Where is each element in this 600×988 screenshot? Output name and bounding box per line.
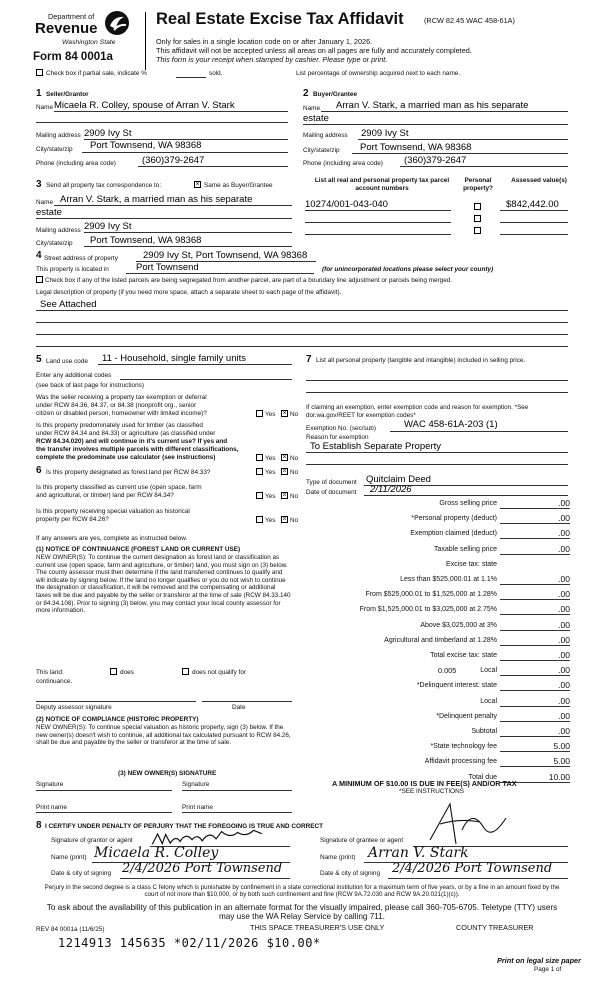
buyer-name-label: Name — [303, 105, 321, 112]
grantee-name-print[interactable]: Arran V. Stark — [368, 845, 469, 861]
buyer-phone[interactable]: (360)379-2647 — [404, 155, 467, 166]
owner-signature-label-2: Signature — [182, 781, 210, 788]
header-note-3: This form is your receipt when stamped by cashier. Please type or print. — [156, 55, 388, 64]
grantor-date-place-label: Date & city of signing — [51, 870, 112, 877]
land-use-code[interactable]: 11 - Household, single family units — [102, 353, 246, 364]
correspondence-name-line1[interactable]: Arran V. Stark, a married man as his separate — [60, 194, 253, 205]
header-note-2: This affidavit will not be accepted unless all areas on all pages are fully and accurately completed. — [156, 46, 472, 55]
continuance-label: continuance. — [36, 678, 73, 685]
q-forest-yes-label: Yes — [265, 469, 276, 476]
tax-row-value[interactable]: .00 — [558, 604, 570, 615]
seller-city[interactable]: Port Townsend, WA 98368 — [90, 140, 202, 151]
local-rate: 0.005 — [438, 666, 457, 675]
grantee-date-place-label: Date & city of signing — [320, 870, 381, 877]
grantee-signature-label: Signature of grantee or agent — [320, 837, 404, 844]
tax-row-label: Local — [480, 667, 497, 675]
correspondence-heading-num: 3 — [36, 179, 42, 190]
seller-address-label: Mailing address — [36, 132, 81, 139]
tax-row-value[interactable]: .00 — [558, 619, 570, 630]
correspondence-heading: Send all property tax correspondence to: — [46, 182, 162, 189]
tax-row-value[interactable]: .00 — [558, 650, 570, 660]
buyer-address[interactable]: 2909 Ivy St — [361, 128, 409, 139]
buyer-heading: Buyer/Grantee — [313, 91, 358, 98]
buyer-name-line2[interactable]: estate — [303, 113, 329, 124]
q-timber-yes-checkbox[interactable] — [256, 454, 263, 461]
correspondence-city[interactable]: Port Townsend, WA 98368 — [90, 235, 202, 246]
located-in-label: This property is located in — [36, 266, 109, 273]
section7-num: 7 — [306, 354, 312, 365]
owner-print-name-label-1: Print name — [36, 804, 67, 811]
seller-heading-num: 1 — [36, 88, 42, 99]
additional-codes-label: Enter any additional codes — [36, 372, 112, 379]
land-does-not-checkbox[interactable] — [182, 668, 189, 675]
tax-row-label: Subtotal — [471, 728, 497, 735]
new-owner-signature-title: (3) NEW OWNER(S) SIGNATURE — [118, 770, 217, 777]
same-as-buyer-checkbox[interactable]: × — [195, 181, 200, 188]
seller-name[interactable]: Micaela R. Colley, spouse of Arran V. Stark — [54, 100, 235, 111]
deputy-date-label: Date — [232, 704, 246, 711]
notice-compliance-title: (2) NOTICE OF COMPLIANCE (HISTORIC PROPERTY) — [36, 716, 199, 723]
ownership-note: List percentage of ownership acquired next to each name. — [296, 70, 461, 77]
q-historic-no-checkbox[interactable]: × — [282, 516, 287, 523]
tax-row-value[interactable]: 5.00 — [553, 741, 570, 752]
land-does-checkbox[interactable] — [110, 668, 117, 675]
notice-continuance-title: (1) NOTICE OF CONTINUANCE (FOREST LAND OR CURRENT USE) — [36, 546, 241, 553]
seller-address[interactable]: 2909 Ivy St — [84, 128, 132, 139]
tax-row-label: From $525,000.01 to $1,525,000 at 1.28% — [365, 591, 497, 599]
q-historic-yes-checkbox[interactable] — [256, 516, 263, 523]
tax-row-label: From $1,525,000.01 to $3,025,000 at 2.75% — [359, 606, 497, 614]
grantee-name-print-label: Name (print) — [320, 854, 356, 861]
tax-row-value[interactable]: .00 — [558, 695, 570, 706]
exemption-number-label: Exemption No. (sec/sub) — [306, 425, 376, 432]
q-current-use-yes-label: Yes — [265, 493, 276, 500]
certify-statement: I CERTIFY UNDER PENALTY OF PERJURY THAT THE FOREGOING IS TRUE AND CORRECT — [45, 823, 324, 830]
form-rcw: (RCW 82.45 WAC 458-61A) — [424, 16, 515, 25]
same-as-buyer-label: Same as Buyer/Grantee — [204, 182, 273, 189]
partial-sale-sold: sold. — [209, 70, 223, 77]
doc-date-label: Date of document — [306, 489, 357, 496]
rev-number: REV 84 0001a (11/6/25) — [36, 926, 105, 933]
minimum-due-note: A MINIMUM OF $10.00 IS DUE IN FEE(S) AND/OR TAX — [332, 779, 517, 788]
buyer-name-line1[interactable]: Arran V. Stark, a married man as his separate — [336, 100, 529, 111]
land-does-not-label: does not qualify for — [192, 669, 246, 676]
tax-row-value[interactable]: .00 — [558, 665, 570, 676]
buyer-city-label: City/state/zip — [303, 147, 340, 154]
seller-name-label: Name — [36, 104, 54, 111]
legal-description-label: Legal description of property (if you need more space, attach a separate sheet to each page of the affidavit). — [36, 289, 342, 296]
seller-phone-label: Phone (including area code) — [36, 160, 116, 167]
parcel-col-header: List all real and personal property tax parcel account numbers — [314, 177, 450, 192]
buyer-address-label: Mailing address — [303, 132, 348, 139]
located-in[interactable]: Port Townsend — [136, 262, 199, 273]
tax-row-label: *Personal property (deduct) — [411, 515, 497, 523]
personal-property-checkbox-2[interactable] — [474, 215, 481, 222]
q-current-use-yes-checkbox[interactable] — [256, 492, 263, 499]
tax-row-label: Local — [480, 697, 497, 705]
deputy-assessor-label: Deputy assessor signature — [36, 704, 112, 711]
parcel-account-number[interactable]: 10274/001-043-040 — [305, 199, 388, 210]
q-historic-1: Is this property receiving special valuation as historical — [36, 508, 190, 515]
agency-name: Revenue — [35, 20, 98, 37]
partial-sale-checkbox[interactable] — [36, 69, 43, 76]
form-number: Form 84 0001a — [33, 51, 113, 63]
location-heading-num: 4 — [36, 250, 42, 261]
personal-property-checkbox-1[interactable] — [474, 203, 481, 210]
q-exemption-yes-label: Yes — [265, 411, 276, 418]
seller-phone[interactable]: (360)379-2647 — [142, 155, 205, 166]
q-timber-no-label: No — [290, 455, 299, 462]
correspondence-address[interactable]: 2909 Ivy St — [84, 221, 132, 232]
owner-signature-label-1: Signature — [36, 781, 64, 788]
q-timber-1: Is this property predominately used for timber (as classified — [36, 422, 203, 429]
q-current-use-2: and agricultural, or timber) land per RCW 84.34? — [36, 492, 174, 499]
tax-row-label: Agricultural and timberland at 1.28% — [384, 636, 497, 644]
buyer-city[interactable]: Port Townsend, WA 98368 — [360, 142, 472, 153]
partial-sale-label: Check box if partial sale, indicate % — [46, 70, 147, 77]
land-does-label: does — [120, 669, 134, 676]
tax-row-label: Total excise tax: state — [430, 652, 497, 659]
q-timber-no-checkbox[interactable]: × — [282, 454, 287, 461]
q-timber-4: the transfer involves multiple parcels with different classifications, — [36, 446, 239, 453]
agency-state: Washington State — [62, 39, 116, 46]
tax-row-label: Gross selling price — [439, 500, 497, 507]
doc-type-label: Type of document — [306, 479, 357, 486]
section7-heading: List all personal property (tangible and intangible) included in selling price. — [316, 357, 526, 364]
notice-compliance-body: NEW OWNER(S): To continue special valuation as historic property, sign (3) below. If the new owner(s) doesn't wish to continue, all additional tax calculated pursuant to RCW 84.26, shall be due and payable by the seller or transferor at the time of sale. — [36, 724, 291, 747]
grantor-signature-label: Signature of grantor or agent — [51, 837, 133, 844]
tax-row-label: *Delinquent interest: state — [416, 682, 497, 690]
q-timber-3: RCW 84.34.020) and will continue in it's current use? If yes and — [36, 438, 228, 445]
owner-print-name-label-2: Print name — [182, 804, 213, 811]
assessed-value[interactable]: $842,442.00 — [506, 199, 559, 210]
county-treasurer: COUNTY TREASURER — [456, 923, 534, 932]
correspondence-address-label: Mailing address — [36, 227, 81, 234]
tax-row-value[interactable]: 10.00 — [548, 771, 570, 782]
tax-row-label: Excise tax: state — [446, 560, 497, 568]
reason-for-exemption[interactable]: To Establish Separate Property — [310, 441, 441, 452]
header-note-1: Only for sales in a single location code on or after January 1, 2026. — [156, 37, 373, 46]
correspondence-name-label: Name — [36, 199, 54, 206]
street-address[interactable]: 2909 Ivy St, Port Townsend, WA 98368 — [143, 250, 308, 261]
street-label: Street address of property — [44, 255, 118, 262]
q-forest: Is this property designated as forest land per RCW 84.33? — [46, 469, 211, 476]
seller-heading: Seller/Grantor — [46, 91, 89, 98]
q-current-use-1: Is this property classified as current use (open space, farm — [36, 484, 202, 491]
q-forest-no-checkbox[interactable]: × — [282, 468, 287, 475]
tax-row-value[interactable]: .00 — [558, 680, 570, 691]
tax-row-value[interactable]: .00 — [558, 498, 570, 508]
tax-row-value[interactable]: .00 — [558, 528, 570, 539]
assessed-value-col-header: Assessed value(s) — [511, 177, 567, 184]
agency-top: Department of — [48, 12, 95, 21]
tax-row-value[interactable]: .00 — [558, 710, 570, 721]
q-historic-2: property per RCW 84.26? — [36, 516, 109, 523]
q-exemption-3: citizen or disabled person, homeowner with limited income)? — [36, 410, 207, 417]
grantor-name-print-label: Name (print) — [51, 854, 87, 861]
tax-row-label: Less than $525,000.01 at 1.1% — [400, 576, 497, 583]
if-any-yes-note: If any answers are yes, complete as instructed below. — [36, 535, 188, 542]
personal-property-checkbox-3[interactable] — [474, 227, 481, 234]
q-current-use-no-label: No — [290, 493, 299, 500]
header-divider — [145, 12, 146, 70]
buyer-heading-num: 2 — [303, 88, 309, 99]
tax-row-label: Above $3,025,000 at 3% — [420, 621, 497, 629]
q-historic-no-label: No — [290, 517, 299, 524]
section8-num: 8 — [36, 820, 42, 831]
grantee-date-place[interactable]: 2/4/2026 Port Townsend — [392, 861, 553, 876]
tax-row-label: Total due — [468, 773, 497, 781]
personal-property-col-header: Personal property? — [463, 177, 493, 192]
grantor-name-print[interactable]: Micaela R. Colley — [94, 845, 219, 861]
claim-exemption-label: If claiming an exemption, enter exemption code and reason for exemption. *See dor.wa.gov/REET for exemption codes* — [306, 404, 529, 419]
q-exemption-no-checkbox[interactable]: × — [282, 410, 287, 417]
correspondence-name-line2[interactable]: estate — [36, 207, 62, 218]
unincorporated-note: (for unincorporated locations please select your county) — [322, 266, 494, 273]
tax-row-value[interactable]: .00 — [558, 543, 570, 554]
tax-row-value[interactable]: .00 — [558, 589, 570, 600]
tax-row-value[interactable]: .00 — [558, 726, 570, 736]
q-historic-yes-label: Yes — [265, 517, 276, 524]
tax-row-label: Taxable selling price — [433, 545, 497, 553]
segregate-checkbox[interactable] — [36, 276, 43, 283]
see-instructions-note: *SEE INSTRUCTIONS — [399, 788, 464, 795]
form-title: Real Estate Excise Tax Affidavit — [156, 10, 404, 28]
reason-exemption-label: Reason for exemption — [306, 434, 369, 441]
this-land-label: This land: — [36, 669, 64, 676]
land-use-label: Land use code — [46, 358, 88, 365]
q-timber-yes-label: Yes — [265, 455, 276, 462]
q-exemption-yes-checkbox[interactable] — [256, 410, 263, 417]
section5-num: 5 — [36, 354, 42, 365]
tax-row-label: *State technology fee — [430, 743, 497, 751]
tax-row-value[interactable]: .00 — [558, 634, 570, 645]
segregate-label: Check box if any of the listed parcels are being segregated from another parcel, are part of a boundary line adjustment or parcels being merged. — [45, 277, 453, 284]
tax-row-label: Exemption claimed (deduct) — [410, 530, 497, 538]
document-type[interactable]: Quitclaim Deed — [366, 474, 431, 485]
tax-row-value[interactable]: .00 — [558, 513, 570, 524]
notice-continuance-body: NEW OWNER(S): To continue the current designation as forest land or classification as current use (open space, farm and agriculture, or timber) land, you must sign on (3) below. The county assessor must then determine if the land transferred continues to qualify and will indicate by signing below. If the land no longer qualifies or you do not wish to continue the designation or classification, it will be removed and the compensating or additional taxes will be due and payable by the seller or transferor at the time of sale (RCW 84.33.140 or 84.34.108). Prior to signing (3) below, you may contact your local county assessor for more information. — [36, 554, 291, 615]
legal-description[interactable]: See Attached — [40, 299, 97, 310]
q-forest-no-label: No — [290, 469, 299, 476]
availability-notice: To ask about the availability of this publication in an alternate format for the visually impaired, please call 360-705-6705. Teletype (TTY) users may use the WA Relay Service by calling 711. — [46, 903, 558, 922]
revenue-logo-icon — [104, 10, 130, 36]
tax-row-value[interactable]: 5.00 — [553, 756, 570, 767]
q-timber-2: under RCW 84.34 and 84.33) or agriculture (as classified under — [36, 430, 216, 437]
q-exemption-no-label: No — [290, 411, 299, 418]
page-number: Page 1 of — [534, 966, 562, 973]
see-back-label: (see back of last page for instructions) — [36, 382, 144, 389]
perjury-notice: Perjury in the second degree is a class C felony which is punishable by confinement in a state correctional institution for a maximum term of five years, or by a fine in an amount fixed by the court of not more than $10,000, or by both such confinement and fine (RCW 9A.72.030 and RCW 9A.20.021(1)(c)). — [44, 884, 560, 899]
document-date[interactable]: 2/11/2026 — [370, 484, 412, 495]
seller-city-label: City/state/zip — [36, 146, 73, 153]
correspondence-city-label: City/state/zip — [36, 240, 73, 247]
tax-row-label: Affidavit processing fee — [424, 758, 497, 766]
q-timber-5: complete the predominate use calculator (see instructions) — [36, 454, 216, 461]
exemption-number[interactable]: WAC 458-61A-203 (1) — [404, 419, 498, 430]
q-exemption-1: Was the seller receiving a property tax exemption or deferral — [36, 394, 207, 401]
q-forest-yes-checkbox[interactable] — [256, 468, 263, 475]
legal-size-note: Print on legal size paper — [497, 956, 581, 965]
tax-row-label: *Delinquent penalty — [436, 712, 497, 720]
q-current-use-no-checkbox[interactable]: × — [282, 492, 287, 499]
section6-num: 6 — [36, 465, 42, 476]
grantor-date-place[interactable]: 2/4/2026 Port Townsend — [122, 861, 283, 876]
buyer-phone-label: Phone (including area code) — [303, 160, 383, 167]
cashier-stamp: 1214913 145635 *02/11/2026 $10.00* — [58, 936, 321, 950]
q-exemption-2: under RCW 84.36, 84.37, or 84.38 (nonprofit org., senior — [36, 402, 197, 409]
treasurer-space: THIS SPACE TREASURER'S USE ONLY — [250, 923, 385, 932]
tax-row-value[interactable]: .00 — [558, 574, 570, 584]
